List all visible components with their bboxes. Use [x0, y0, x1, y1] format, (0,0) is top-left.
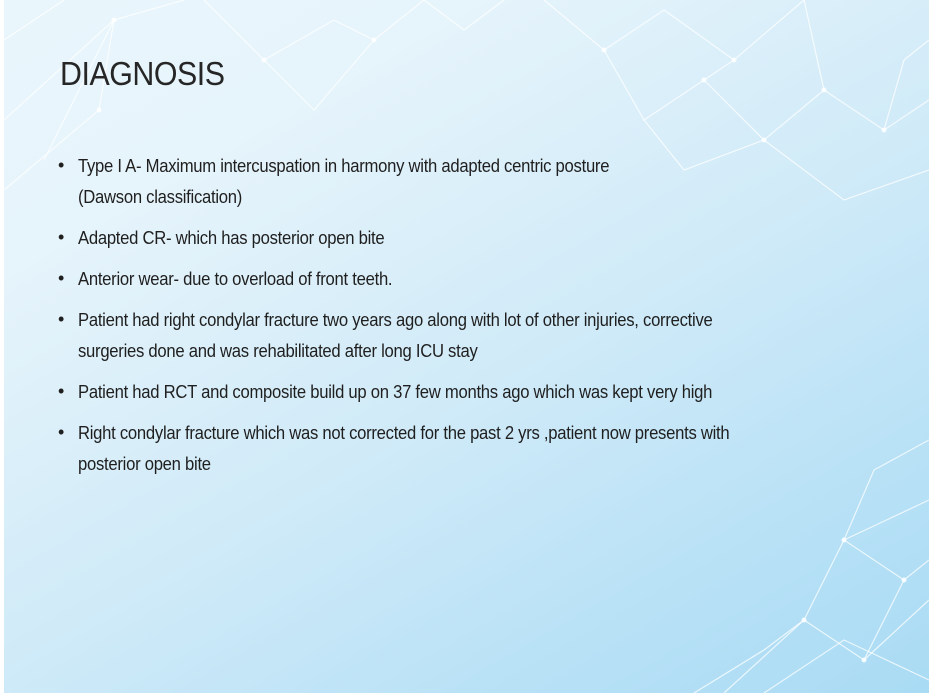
bullet-dot-icon: • — [58, 381, 65, 401]
bullet-text — [78, 150, 888, 212]
bullet-item — [56, 222, 876, 253]
bullet-item — [56, 263, 876, 294]
slide-title: DIAGNOSIS — [60, 55, 225, 92]
bullet-dot-icon: • — [58, 227, 65, 247]
bullet-line: (Dawson classification) — [78, 186, 243, 207]
bullet-text — [78, 304, 888, 366]
bullet-line: Right condylar fracture which was not corrected for the past 2 yrs ,patient now presents with — [78, 422, 730, 443]
bullet-text — [78, 417, 888, 479]
slide — [4, 0, 929, 693]
bullet-text — [78, 263, 888, 294]
bullet-dot-icon: • — [58, 309, 65, 329]
bullet-line: Type I A- Maximum intercuspation in harmony with adapted centric posture — [78, 155, 610, 176]
bullet-item — [56, 304, 876, 366]
bullet-line: surgeries done and was rehabilitated after long ICU stay — [78, 340, 478, 361]
bullet-dot-icon: • — [58, 268, 65, 288]
bullet-line: posterior open bite — [78, 453, 211, 474]
bullet-item — [56, 417, 876, 479]
bullet-item — [56, 150, 876, 212]
bullet-item — [56, 376, 876, 407]
bullet-line: Anterior wear- due to overload of front teeth. — [78, 268, 393, 289]
bullet-text — [78, 222, 888, 253]
bullet-list — [56, 150, 876, 489]
bullet-line: Patient had RCT and composite build up on 37 few months ago which was kept very high — [78, 381, 713, 402]
bullet-dot-icon: • — [58, 422, 65, 442]
bullet-line: Patient had right condylar fracture two years ago along with lot of other injuries, corrective — [78, 309, 713, 330]
bullet-line: Adapted CR- which has posterior open bite — [78, 227, 385, 248]
bullet-dot-icon: • — [58, 155, 65, 175]
bullet-text — [78, 376, 888, 407]
